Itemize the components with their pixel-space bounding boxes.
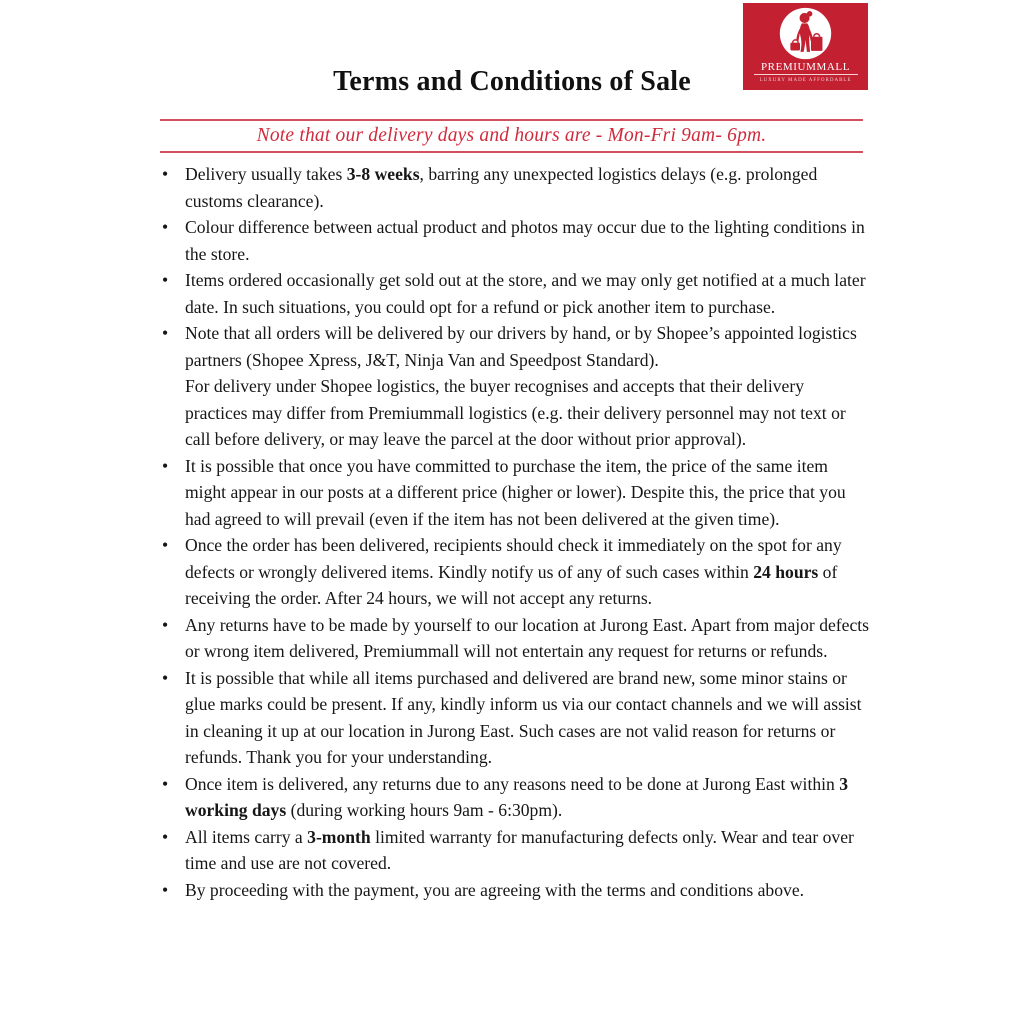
term-text: (during working hours 9am - 6:30pm). [286,800,563,820]
term-item [160,824,870,877]
term-item [160,612,870,665]
term-text: limited warranty for manufacturing defects only. Wear and tear over time and use are not covered. [185,826,854,873]
term-text-bold: 24 hours [753,561,819,582]
term-text-bold: 3 working days [185,773,849,820]
term-item [160,267,870,320]
term-item [160,877,870,904]
term-text: Once the order has been delivered, recipients should check it immediately on the spot for any defects or wrongly delivered items. Kindly notify us of any of such cases within [185,535,842,582]
term-text: By proceeding with the payment, you are agreeing with the terms and conditions above. [185,879,805,900]
term-item [160,453,870,533]
logo-tagline: LUXURY MADE AFFORDABLE [759,78,852,83]
term-text: Colour difference between actual product and photos may occur due to the lighting conditions in the store. [185,217,865,264]
term-text: Note that all orders will be delivered by our drivers by hand, or by Shopee’s appointed logistics partners (Shopee Xpress, J&T, Ninja Van and Speedpost Standard). [185,323,857,370]
term-text-bold: 3-8 weeks [346,164,420,184]
term-text: Once item is delivered, any returns due to any reasons need to be done at Jurong East within [185,773,840,794]
terms-list [160,161,870,903]
term-text: All items carry a [185,826,308,847]
term-item [160,532,870,612]
term-item [160,214,870,267]
term-text: of receiving the order. After 24 hours, we will not accept any returns. [185,561,838,608]
delivery-notice-band [160,119,863,153]
term-text: Any returns have to be made by yourself to our location at Jurong East. Apart from major defects or wrong item delivered, Premiummall will not entertain any request for returns or refunds. [185,614,870,661]
term-item [160,665,870,771]
page-title: Terms and Conditions of Sale [333,66,691,97]
woman-with-shopping-bags-icon [778,6,833,61]
term-item [160,771,870,824]
term-item [160,320,870,453]
logo-wordmark: PREMIUMMALL [760,61,851,73]
term-text: Delivery usually takes [185,164,347,184]
term-text: It is possible that once you have committed to purchase the item, the price of the same item might appear in our posts at a different price (higher or lower). Despite this, the price that you had agreed to will prevail (even if the item has not been delivered at the given time). [185,455,846,529]
term-text: Items ordered occasionally get sold out at the store, and we may only get notified at a much later date. In such situations, you could opt for a refund or pick another item to purchase. [185,270,866,317]
term-text: For delivery under Shopee logistics, the buyer recognises and accepts that their delivery practices may differ from Premiummall logistics (e.g. their delivery personnel may not text or call before delivery, or may leave the parcel at the door without prior approval). [185,376,846,449]
term-text: It is possible that while all items purchased and delivered are brand new, some minor stains or glue marks could be present. If any, kindly inform us via our contact channels and we will assist in cleaning it up at our location in Jurong East. Such cases are not valid reason for returns or refunds. Thank you for your understanding. [185,667,862,767]
delivery-notice-text: Note that our delivery days and hours are - Mon-Fri 9am- 6pm. [256,125,767,146]
term-text: , barring any unexpected logistics delays (e.g. prolonged customs clearance). [185,164,818,211]
term-text-bold: 3-month [307,826,371,847]
term-item [160,161,870,214]
